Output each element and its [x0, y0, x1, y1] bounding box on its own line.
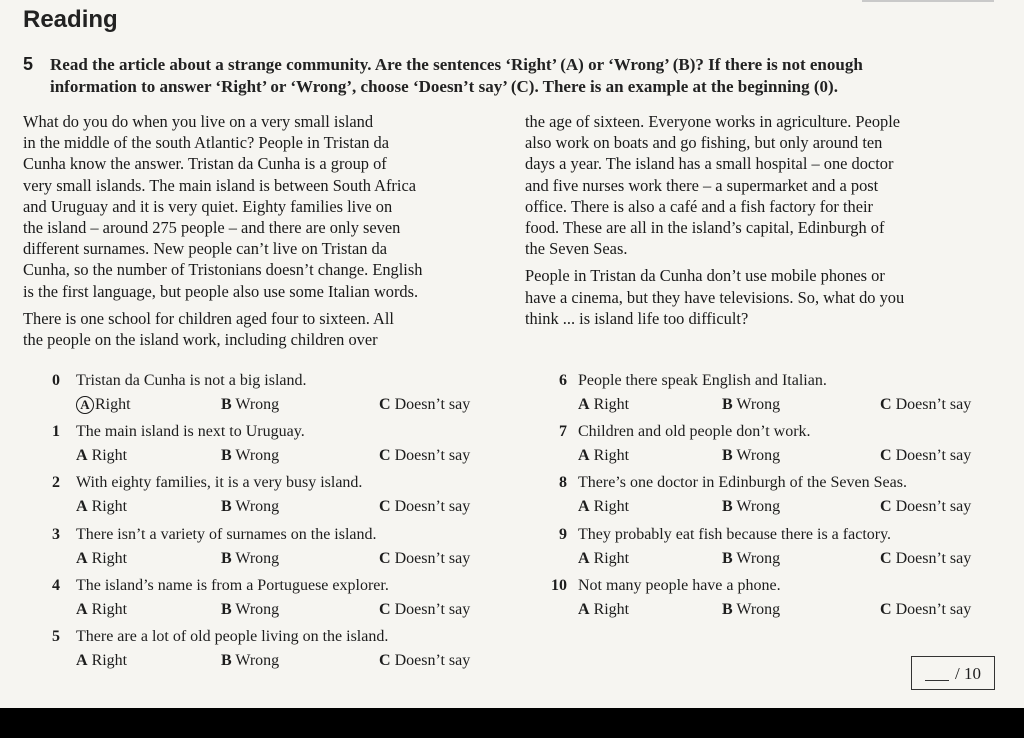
option-label: Doesn’t say	[895, 498, 972, 516]
option-letter: B	[722, 447, 733, 465]
question-text: They probably eat fish because there is a factory.	[578, 525, 892, 543]
option-letter: B	[221, 600, 232, 618]
option-label: Doesn’t say	[394, 447, 471, 465]
option-label: Doesn’t say	[895, 447, 972, 465]
option-letter: A	[578, 396, 590, 413]
score-total: / 10	[955, 664, 981, 683]
option-letter: C	[880, 447, 892, 465]
option-b[interactable]	[722, 550, 780, 568]
option-letter: A	[76, 600, 88, 618]
option-label: Right	[91, 447, 128, 465]
article-line: and Uruguay and it is very quiet. Eighty families live on	[23, 196, 393, 216]
option-label: Doesn’t say	[394, 549, 471, 567]
option-label: Wrong	[736, 498, 781, 516]
option-letter: A	[76, 549, 88, 567]
option-label: Doesn’t say	[895, 549, 972, 567]
option-letter: B	[221, 447, 232, 465]
article-line: the island – around 275 people – and there are only seven	[23, 218, 401, 238]
option-letter: C	[379, 447, 391, 465]
option-letter: B	[722, 396, 733, 413]
option-label: Doesn’t say	[895, 396, 972, 413]
option-letter: C	[379, 396, 391, 413]
article-column-right	[525, 111, 904, 329]
option-letter: C	[880, 396, 892, 413]
option-label: Wrong	[235, 498, 280, 516]
option-letter: B	[221, 652, 232, 669]
option-label: Wrong	[235, 396, 280, 413]
option-letter: B	[221, 498, 232, 516]
option-b[interactable]	[722, 396, 780, 414]
option-b[interactable]	[722, 498, 780, 516]
question-number: 6	[559, 372, 567, 389]
option-letter: C	[379, 498, 391, 516]
option-letter: A	[76, 498, 88, 516]
option-letter: B	[722, 600, 733, 618]
option-label: Doesn’t say	[895, 600, 972, 618]
question-text: Tristan da Cunha is not a big island.	[76, 372, 307, 389]
option-c[interactable]	[880, 601, 971, 619]
question-number: 9	[559, 525, 567, 543]
article-line: People in Tristan da Cunha don’t use mobile phones or	[525, 266, 885, 286]
question-number: 5	[52, 628, 60, 645]
option-a[interactable]	[76, 652, 127, 670]
option-a[interactable]	[578, 601, 629, 619]
question-text: Not many people have a phone.	[578, 576, 781, 594]
option-letter: C	[880, 600, 892, 618]
instruction-line: information to answer ‘Right’ or ‘Wrong’, choose ‘Doesn’t say’ (C). There is an example at the beginning (0).	[50, 77, 838, 96]
option-label: Right	[91, 498, 128, 516]
option-label: Right	[95, 396, 131, 413]
question-item	[0, 372, 972, 423]
option-letter: A	[578, 600, 590, 618]
exercise-number: 5	[23, 54, 34, 74]
option-label: Doesn’t say	[394, 652, 471, 669]
option-letter: B	[221, 549, 232, 567]
option-c[interactable]	[880, 550, 971, 568]
option-label: Right	[593, 447, 630, 465]
article-line: in the middle of the south Atlantic? People in Tristan da	[23, 133, 390, 153]
article-line: There is one school for children aged four to sixteen. All	[23, 308, 394, 328]
article-line: also work on boats and go fishing, but only around ten	[525, 133, 883, 153]
option-label: Wrong	[736, 549, 781, 567]
score-blank[interactable]	[925, 662, 949, 681]
option-c[interactable]	[880, 447, 971, 465]
instruction-line: Read the article about a strange community. Are the sentences ‘Right’ (A) or ‘Wrong’ (B)? If there is not enough	[50, 55, 863, 74]
option-label: Wrong	[235, 549, 280, 567]
article-line: think ... is island life too difficult?	[525, 308, 749, 328]
article-line: different surnames. New people can’t live on Tristan da	[23, 239, 388, 259]
article-line: office. There is also a café and a fish factory for their	[525, 196, 873, 216]
option-b[interactable]	[221, 652, 279, 670]
option-label: Right	[91, 549, 128, 567]
option-letter: C	[379, 600, 391, 618]
article-column-left	[23, 111, 422, 350]
option-label: Right	[91, 652, 128, 669]
question-number: 1	[52, 423, 60, 441]
option-b[interactable]	[722, 447, 780, 465]
question-item	[0, 423, 972, 474]
option-label: Right	[593, 600, 630, 618]
top-divider	[862, 0, 994, 2]
question-text: Children and old people don’t work.	[578, 423, 811, 441]
option-letter: A	[578, 498, 590, 516]
option-a[interactable]	[578, 396, 629, 414]
article-line: What do you do when you live on a very small island	[23, 112, 374, 131]
option-label: Right	[593, 498, 630, 516]
option-b[interactable]	[722, 601, 780, 619]
question-number: 2	[52, 474, 60, 492]
question-text: People there speak English and Italian.	[578, 372, 827, 389]
option-label: Right	[91, 600, 128, 618]
exercise-instructions	[50, 54, 990, 98]
option-a[interactable]	[578, 498, 629, 516]
article-line: the age of sixteen. Everyone works in agriculture. People	[525, 112, 901, 131]
option-letter: C	[880, 498, 892, 516]
article-line: is the first language, but people also use some Italian words.	[23, 281, 419, 301]
question-item	[0, 525, 972, 577]
option-c[interactable]	[880, 498, 971, 516]
option-c[interactable]	[880, 396, 971, 414]
question-number: 7	[559, 423, 567, 441]
question-text: The island’s name is from a Portuguese explorer.	[76, 576, 389, 594]
question-item	[0, 576, 972, 628]
option-label: Right	[593, 396, 630, 413]
option-letter: A	[578, 549, 590, 567]
option-letter: C	[379, 652, 391, 669]
question-number: 4	[52, 576, 60, 594]
score-box[interactable]	[911, 656, 995, 690]
option-label: Wrong	[235, 600, 280, 618]
option-letter: B	[221, 396, 232, 413]
question-item	[0, 474, 972, 525]
option-c[interactable]	[379, 652, 470, 670]
option-label: Wrong	[736, 447, 781, 465]
question-text: There’s one doctor in Edinburgh of the Seven Seas.	[578, 474, 907, 492]
circled-answer-icon: A	[76, 396, 94, 414]
question-text: With eighty families, it is a very busy island.	[76, 474, 363, 492]
option-letter: C	[880, 549, 892, 567]
article-line: Cunha know the answer. Tristan da Cunha is a group of	[23, 154, 387, 174]
section-heading: Reading	[23, 6, 118, 33]
option-letter: A	[76, 447, 88, 465]
question-number: 0	[52, 372, 60, 389]
option-a[interactable]	[578, 447, 629, 465]
option-letter: A	[76, 652, 88, 669]
option-letter: C	[379, 549, 391, 567]
bottom-black-bar	[0, 708, 1024, 738]
option-letter: B	[722, 498, 733, 516]
article-line: and five nurses work there – a supermarket and a post	[525, 175, 879, 195]
article-line: have a cinema, but they have televisions. So, what do you	[525, 287, 905, 307]
article-line: the Seven Seas.	[525, 239, 628, 259]
option-label: Doesn’t say	[394, 600, 471, 618]
option-letter: A	[578, 447, 590, 465]
question-number: 3	[52, 525, 60, 543]
option-label: Wrong	[736, 600, 781, 618]
question-number: 8	[559, 474, 567, 492]
article-line: days a year. The island has a small hospital – one doctor	[525, 154, 894, 174]
option-label: Wrong	[736, 396, 781, 413]
question-text: There are a lot of old people living on the island.	[76, 628, 389, 645]
option-letter: B	[722, 549, 733, 567]
article-line: Cunha, so the number of Tristonians doesn’t change. English	[23, 260, 423, 280]
option-a[interactable]	[578, 550, 629, 568]
option-label: Wrong	[235, 447, 280, 465]
question-number: 10	[551, 576, 567, 594]
question-text: There isn’t a variety of surnames on the island.	[76, 525, 377, 543]
article-line: the people on the island work, including children over	[23, 330, 378, 350]
option-label: Doesn’t say	[394, 498, 471, 516]
option-label: Right	[593, 549, 630, 567]
question-text: The main island is next to Uruguay.	[76, 423, 305, 441]
article-line: food. These are all in the island’s capital, Edinburgh of	[525, 218, 885, 238]
article-line: very small islands. The main island is between South Africa	[23, 175, 416, 195]
question-item	[0, 628, 500, 679]
option-label: Wrong	[235, 652, 280, 669]
option-label: Doesn’t say	[394, 396, 471, 413]
